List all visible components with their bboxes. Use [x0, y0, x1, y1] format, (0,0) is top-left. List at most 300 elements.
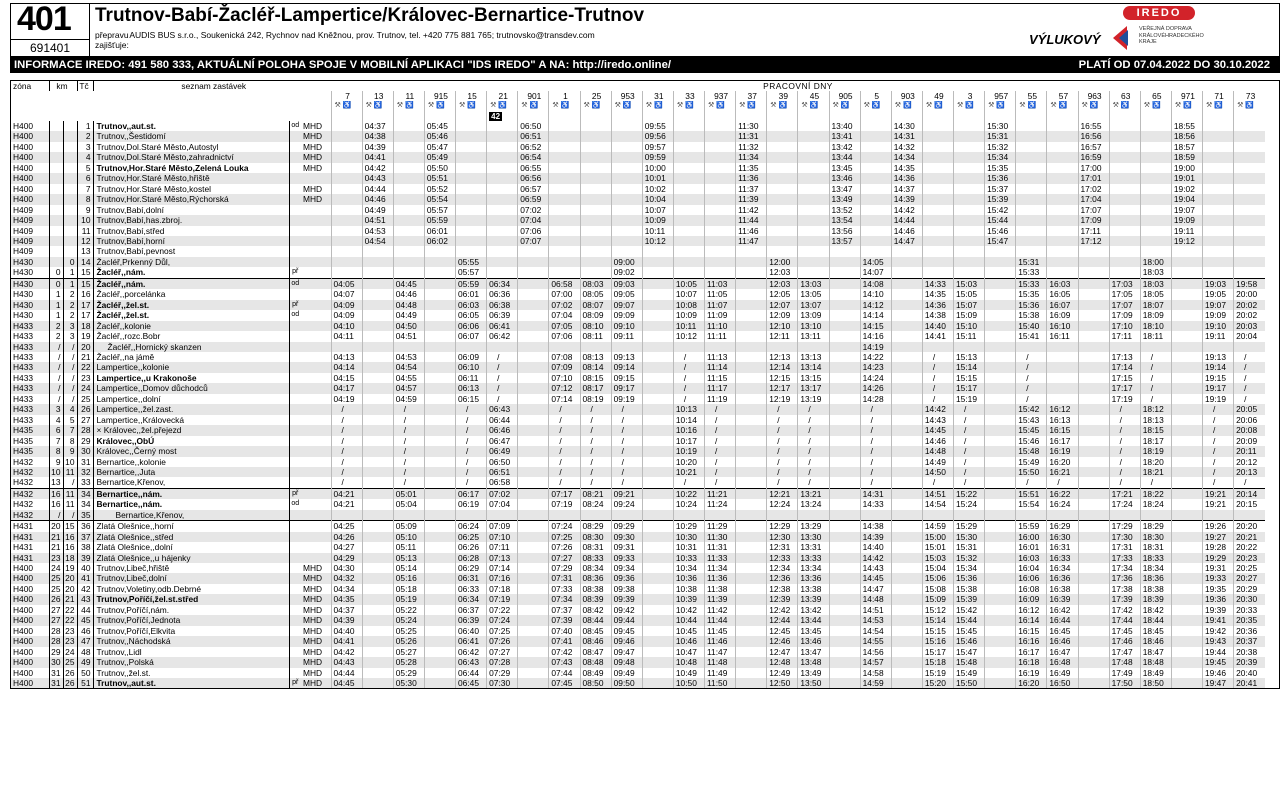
departure-time: /	[673, 352, 704, 362]
departure-time	[393, 267, 424, 278]
trip-marker	[829, 111, 860, 121]
departure-time: 04:37	[362, 121, 393, 131]
departure-time	[642, 425, 673, 435]
mhd-flag: MHD	[303, 667, 323, 678]
departure-time: 07:02	[487, 488, 518, 499]
zone-cell: H431	[11, 553, 49, 563]
trip-marker	[860, 111, 891, 121]
departure-time: 12:42	[767, 605, 798, 615]
mhd-flag	[301, 373, 331, 383]
departure-time: 10:07	[642, 205, 673, 215]
departure-time: 08:17	[580, 383, 611, 393]
departure-time: 10:19	[673, 446, 704, 456]
departure-time	[1140, 131, 1171, 141]
departure-time: 17:46	[1109, 636, 1140, 646]
departure-time	[642, 373, 673, 383]
departure-time	[331, 510, 362, 521]
km-cell: 19	[63, 563, 77, 573]
departure-time	[487, 226, 518, 236]
departure-time: 10:17	[673, 436, 704, 446]
departure-time: 14:38	[860, 521, 891, 532]
table-row	[11, 678, 1265, 688]
departure-time: 15:51	[1016, 488, 1047, 499]
departure-time	[1171, 605, 1202, 615]
departure-time: /	[393, 436, 424, 446]
stop-number-cell: 2	[77, 131, 93, 141]
stop-number-cell: 3	[77, 142, 93, 152]
departure-time: 16:19	[1047, 446, 1078, 456]
departure-time: 07:12	[549, 383, 580, 393]
km-cell	[49, 205, 63, 215]
departure-time: 13:19	[798, 394, 829, 404]
departure-time: 06:09	[456, 352, 487, 362]
departure-time: 06:01	[456, 289, 487, 299]
departure-time	[580, 184, 611, 194]
departure-time: 20:38	[1234, 647, 1265, 657]
departure-time: 19:02	[1171, 184, 1202, 194]
departure-time	[985, 488, 1016, 499]
departure-time	[518, 594, 549, 604]
departure-time	[362, 425, 393, 435]
departure-time: 06:38	[487, 300, 518, 310]
km-cell	[49, 142, 63, 152]
departure-time	[487, 184, 518, 194]
departure-time	[456, 236, 487, 246]
departure-time	[1078, 678, 1109, 688]
zone-cell: H430	[11, 257, 49, 267]
departure-time: /	[1109, 415, 1140, 425]
departure-time: 12:03	[767, 267, 798, 278]
departure-time: 12:29	[767, 521, 798, 532]
departure-time: 09:44	[611, 615, 642, 625]
departure-time	[580, 121, 611, 131]
departure-time: 06:39	[456, 615, 487, 625]
trip-number: 55	[1016, 91, 1047, 101]
departure-time	[829, 321, 860, 331]
departure-time	[891, 267, 922, 278]
departure-time: 04:48	[393, 300, 424, 310]
departure-time: 12:45	[767, 626, 798, 636]
departure-time: /	[1234, 383, 1265, 393]
trip-symbol: ⚒ ♿	[705, 101, 736, 111]
stop-number-cell: 13	[77, 246, 93, 256]
departure-time	[424, 573, 455, 583]
special-label: VÝLUKOVÝ	[1029, 32, 1101, 47]
stop-name-cell: Žacléř,Prkenný Důl,	[93, 257, 289, 267]
arrival-departure-flag	[289, 668, 301, 678]
stop-name-cell: Trutnov,Babí,pevnost	[93, 246, 289, 256]
departure-time	[424, 383, 455, 393]
departure-time: 16:17	[1047, 436, 1078, 446]
departure-time	[393, 121, 424, 131]
departure-time: /	[549, 457, 580, 467]
departure-time: 15:03	[954, 278, 985, 289]
zone-cell: H400	[13, 183, 34, 194]
departure-time: 09:55	[642, 121, 673, 131]
departure-time	[736, 499, 767, 509]
departure-time: 06:29	[456, 563, 487, 573]
mhd-flag	[301, 267, 331, 278]
km-cell: 1	[49, 289, 63, 299]
departure-time: 13:50	[798, 678, 829, 688]
departure-time: /	[487, 394, 518, 404]
departure-time: 14:40	[860, 542, 891, 552]
departure-time: 19:11	[1203, 331, 1234, 341]
departure-time: 06:46	[487, 425, 518, 435]
departure-time: 09:24	[611, 499, 642, 509]
departure-time	[829, 457, 860, 467]
km-cell	[63, 205, 77, 215]
departure-time: 05:59	[424, 215, 455, 225]
departure-time: 13:17	[798, 383, 829, 393]
km-cell: /	[49, 342, 63, 352]
departure-time	[1078, 457, 1109, 467]
arrival-departure-flag	[289, 532, 301, 542]
arrival-departure-flag	[289, 626, 301, 636]
departure-time: 04:53	[393, 352, 424, 362]
departure-time: 12:14	[767, 362, 798, 372]
trip-symbol: ⚒ ♿	[424, 101, 455, 111]
stop-name-cell: Trutnov,,Náchodská	[93, 636, 289, 646]
km-cell: 27	[49, 615, 63, 625]
departure-time	[985, 267, 1016, 278]
departure-time: 05:30	[393, 678, 424, 688]
departure-time	[456, 131, 487, 141]
departure-time: 17:30	[1109, 532, 1140, 542]
departure-time	[424, 394, 455, 404]
departure-time	[549, 152, 580, 162]
departure-time	[549, 163, 580, 173]
col-zone: zóna	[13, 81, 32, 91]
km-cell	[63, 184, 77, 194]
departure-time: 18:47	[1140, 647, 1171, 657]
departure-time: /	[1234, 394, 1265, 404]
zone-cell: H400	[13, 141, 34, 152]
departure-time	[1203, 131, 1234, 141]
departure-time	[331, 121, 362, 131]
departure-time: 17:34	[1109, 563, 1140, 573]
trip-marker	[456, 111, 487, 121]
zone-cell: H433	[11, 342, 49, 352]
departure-time: 18:03	[1140, 278, 1171, 289]
departure-time: 17:13	[1109, 352, 1140, 362]
departure-time: 04:17	[331, 383, 362, 393]
departure-time	[985, 553, 1016, 563]
working-days-label: PRACOVNÍ DNY	[763, 81, 833, 91]
stop-number-cell: 42	[77, 584, 93, 594]
departure-time: /	[393, 446, 424, 456]
departure-time	[1203, 226, 1234, 236]
trip-number: 63	[1109, 91, 1140, 101]
departure-time	[1078, 342, 1109, 352]
departure-time	[705, 142, 736, 152]
zone-cell: H400	[11, 194, 49, 204]
zone-cell: H400	[11, 594, 49, 604]
mhd-flag	[301, 362, 331, 372]
departure-time: 15:13	[954, 352, 985, 362]
departure-time: 04:07	[331, 289, 362, 299]
departure-time: 16:48	[1047, 657, 1078, 667]
departure-time	[767, 131, 798, 141]
mhd-flag	[301, 542, 331, 552]
departure-time: 20:05	[1234, 404, 1265, 414]
departure-time	[985, 383, 1016, 393]
departure-time	[1109, 163, 1140, 173]
departure-time: 15:03	[922, 553, 953, 563]
departure-time	[1109, 121, 1140, 131]
departure-time: 10:47	[673, 647, 704, 657]
departure-time	[1078, 626, 1109, 636]
trip-marker	[1109, 111, 1140, 121]
departure-time: 09:11	[611, 331, 642, 341]
departure-time	[424, 246, 455, 256]
zone-cell: H400	[11, 657, 49, 667]
departure-time: 11:39	[736, 194, 767, 204]
departure-time: 14:39	[891, 194, 922, 204]
departure-time	[798, 510, 829, 521]
departure-time: 07:41	[549, 636, 580, 646]
mhd-flag: MHD	[301, 615, 331, 625]
arrival-departure-flag	[289, 657, 301, 667]
departure-time: 14:05	[860, 257, 891, 267]
departure-time: 19:41	[1203, 615, 1234, 625]
km-cell: /	[63, 510, 77, 521]
departure-time: 07:40	[549, 626, 580, 636]
departure-time	[518, 563, 549, 573]
departure-time: /	[798, 404, 829, 414]
departure-time: 15:42	[1016, 404, 1047, 414]
stop-number-cell: 12	[77, 236, 93, 246]
zone-cell: H430	[13, 267, 34, 278]
iredo-logo	[1111, 4, 1203, 54]
departure-time	[1078, 352, 1109, 362]
departure-time	[362, 499, 393, 509]
table-row	[11, 321, 1265, 331]
departure-time: 10:07	[673, 289, 704, 299]
departure-time: 18:09	[1140, 310, 1171, 320]
departure-time	[456, 152, 487, 162]
departure-time: 17:09	[1078, 215, 1109, 225]
departure-time	[1171, 542, 1202, 552]
departure-time: /	[705, 467, 736, 477]
departure-time: 09:38	[611, 584, 642, 594]
trip-marker	[362, 111, 393, 121]
departure-time	[642, 342, 673, 352]
departure-time	[1140, 194, 1171, 204]
departure-time	[1140, 226, 1171, 236]
departure-time: 11:30	[736, 121, 767, 131]
departure-time	[642, 573, 673, 583]
arrival-departure-flag	[289, 415, 301, 425]
departure-time	[829, 488, 860, 499]
arrival-departure-flag	[289, 404, 301, 414]
departure-time: 14:45	[922, 425, 953, 435]
departure-time	[393, 226, 424, 236]
departure-time	[1203, 236, 1234, 246]
departure-time: 16:46	[1047, 636, 1078, 646]
departure-time	[860, 152, 891, 162]
departure-time: 14:28	[860, 394, 891, 404]
departure-time	[331, 246, 362, 256]
km-cell: /	[49, 352, 63, 362]
zone-cell: H432	[11, 488, 49, 499]
departure-time	[362, 415, 393, 425]
departure-time	[767, 205, 798, 215]
departure-time	[362, 321, 393, 331]
departure-time	[829, 615, 860, 625]
departure-time	[1016, 342, 1047, 352]
departure-time: 06:17	[456, 488, 487, 499]
departure-time: /	[611, 404, 642, 414]
departure-time	[331, 194, 362, 204]
departure-time: 08:15	[580, 373, 611, 383]
departure-time: 19:33	[1203, 573, 1234, 583]
departure-time: 04:13	[331, 352, 362, 362]
departure-time	[736, 647, 767, 657]
departure-time: 16:03	[1016, 553, 1047, 563]
departure-time: 20:40	[1234, 668, 1265, 678]
departure-time: 05:11	[393, 542, 424, 552]
departure-time: /	[487, 362, 518, 372]
mhd-flag: MHD	[303, 121, 323, 131]
km-cell: 9	[63, 446, 77, 456]
departure-time	[954, 121, 985, 131]
trip-symbol-row	[11, 101, 1265, 111]
departure-time	[1203, 163, 1234, 173]
departure-time	[736, 300, 767, 310]
departure-time	[1016, 131, 1047, 141]
departure-time	[798, 246, 829, 256]
departure-time	[1078, 446, 1109, 456]
table-row	[11, 647, 1265, 657]
departure-time	[798, 163, 829, 173]
departure-time: 07:39	[549, 615, 580, 625]
departure-time: 18:45	[1140, 626, 1171, 636]
arrival-departure-flag: od	[289, 278, 301, 289]
departure-time	[362, 563, 393, 573]
departure-time: 07:22	[487, 605, 518, 615]
departure-time: /	[1234, 477, 1265, 488]
departure-time	[362, 436, 393, 446]
departure-time: /	[705, 446, 736, 456]
km-cell: 3	[63, 321, 77, 331]
departure-time: /	[456, 467, 487, 477]
departure-time	[829, 573, 860, 583]
departure-time	[1234, 142, 1265, 152]
departure-time: 14:54	[860, 626, 891, 636]
km-cell: 7	[49, 436, 63, 446]
departure-time: 14:57	[860, 657, 891, 667]
departure-time	[985, 499, 1016, 509]
departure-time	[736, 510, 767, 521]
departure-time: 14:51	[860, 605, 891, 615]
departure-time: 16:19	[1016, 668, 1047, 678]
departure-time	[1109, 142, 1140, 152]
departure-time: 09:02	[611, 267, 642, 278]
departure-time	[424, 584, 455, 594]
departure-time	[891, 404, 922, 414]
departure-time: 13:45	[829, 163, 860, 173]
departure-time	[518, 321, 549, 331]
departure-time: 06:42	[456, 647, 487, 657]
departure-time	[736, 467, 767, 477]
departure-time	[860, 121, 891, 131]
departure-time	[611, 184, 642, 194]
departure-time: 15:42	[985, 205, 1016, 215]
departure-time	[1016, 184, 1047, 194]
departure-time	[424, 373, 455, 383]
departure-time	[331, 236, 362, 246]
departure-time: 14:49	[922, 457, 953, 467]
departure-time: 09:14	[611, 362, 642, 372]
departure-time	[1078, 647, 1109, 657]
departure-time: /	[1203, 446, 1234, 456]
departure-time	[611, 142, 642, 152]
departure-time	[798, 215, 829, 225]
departure-time	[1234, 194, 1265, 204]
departure-time: 17:39	[1109, 594, 1140, 604]
departure-time: 06:02	[424, 236, 455, 246]
stop-name-cell: Trutnov,Libeč,hřiště	[93, 563, 289, 573]
departure-time	[922, 163, 953, 173]
departure-time	[767, 121, 798, 131]
departure-time: 10:42	[673, 605, 704, 615]
departure-time: 16:12	[1047, 404, 1078, 414]
km-cell	[49, 236, 63, 246]
departure-time: /	[1203, 457, 1234, 467]
departure-time	[1171, 678, 1202, 688]
departure-time	[798, 152, 829, 162]
departure-time: 12:50	[767, 678, 798, 688]
departure-time: 19:19	[1203, 394, 1234, 404]
departure-time	[1047, 352, 1078, 362]
departure-time	[1047, 163, 1078, 173]
departure-time: 11:48	[705, 657, 736, 667]
departure-time: 12:33	[767, 553, 798, 563]
departure-time	[487, 215, 518, 225]
departure-time	[985, 289, 1016, 299]
trip-number: 901	[518, 91, 549, 101]
km-cell: 11	[63, 499, 77, 509]
departure-time	[642, 289, 673, 299]
departure-time	[705, 152, 736, 162]
departure-time	[985, 477, 1016, 488]
departure-time	[922, 173, 953, 183]
departure-time	[1171, 626, 1202, 636]
departure-time	[1140, 152, 1171, 162]
info-bar	[10, 57, 1280, 73]
departure-time	[642, 352, 673, 362]
departure-time	[985, 342, 1016, 352]
stop-number-cell: 31	[77, 457, 93, 467]
departure-time: 16:17	[1016, 647, 1047, 657]
departure-time	[1109, 342, 1140, 352]
trip-number: 31	[642, 91, 673, 101]
stop-number-cell: 15	[77, 267, 93, 278]
departure-time	[642, 467, 673, 477]
departure-time	[985, 626, 1016, 636]
departure-time: 07:13	[487, 553, 518, 563]
departure-time	[642, 404, 673, 414]
departure-time	[518, 331, 549, 341]
departure-time: /	[456, 477, 487, 488]
departure-time	[642, 678, 673, 688]
departure-time: 20:08	[1234, 425, 1265, 435]
departure-time	[891, 532, 922, 542]
departure-time	[985, 573, 1016, 583]
departure-time	[1078, 425, 1109, 435]
km-cell: 0	[49, 278, 63, 289]
